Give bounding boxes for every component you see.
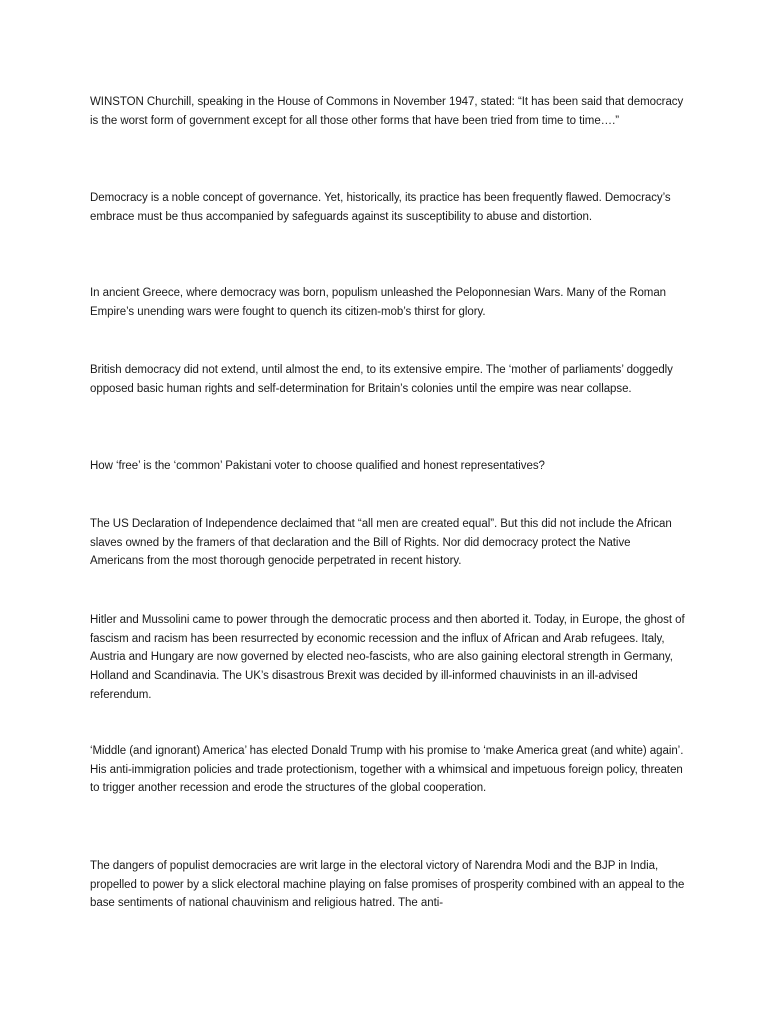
- paragraph-churchill-quote: WINSTON Churchill, speaking in the House of Commons in November 1947, stated: “It has been said that democracy is the worst form of government except for all those other forms that have been tried from time to time….”: [90, 96, 684, 127]
- paragraph-middle-america: ‘Middle (and ignorant) America’ has elected Donald Trump with his promise to ‘make America great (and white) again’. His anti-immigration policies and trade protectionism, together with a whimsical and impetuous foreign policy, threaten to trigger another recession and erode the structures of the global cooperation.: [90, 745, 684, 795]
- paragraph-hitler-mussolini: Hitler and Mussolini came to power through the democratic process and then aborted it. Today, in Europe, the ghost of fascism and racism has been resurrected by economic recession and the influx of African and Arab refugees. Italy, Austria and Hungary are now governed by elected neo-fascists, who are also gaining electoral strength in Germany, Holland and Scandinavia. The UK’s disastrous Brexit was decided by ill-informed chauvinists in an ill-advised referendum.: [90, 614, 685, 701]
- paragraph-us-declaration: The US Declaration of Independence declaimed that “all men are created equal”. But this did not include the African slaves owned by the framers of that declaration and the Bill of Rights. Nor did democracy protect the Native Americans from the most thorough genocide perpetrated in recent history.: [90, 518, 672, 568]
- paragraph-ancient-greece: In ancient Greece, where democracy was born, populism unleashed the Peloponnesian Wars. Many of the Roman Empire’s unending wars were fought to quench its citizen-mob’s thirst for glory.: [90, 287, 667, 318]
- paragraph-democracy-concept: Democracy is a noble concept of governance. Yet, historically, its practice has been frequently flawed. Democracy’s embrace must be thus accompanied by safeguards against its susceptibility to abuse and distortion.: [90, 192, 671, 223]
- paragraph-pakistani-voter: How ‘free’ is the ‘common’ Pakistani voter to choose qualified and honest representatives?: [90, 460, 545, 472]
- paragraph-british-democracy: British democracy did not extend, until almost the end, to its extensive empire. The ‘mother of parliaments’ doggedly opposed basic human rights and self-determination for Britain’s colonies until the empire was near collapse.: [90, 364, 673, 395]
- paragraph-populist-democracies: The dangers of populist democracies are writ large in the electoral victory of Narendra Modi and the BJP in India, propelled to power by a slick electoral machine playing on false promises of prosperity combined with an appeal to the base sentiments of national chauvinism and religious hatred. The anti-: [90, 860, 685, 910]
